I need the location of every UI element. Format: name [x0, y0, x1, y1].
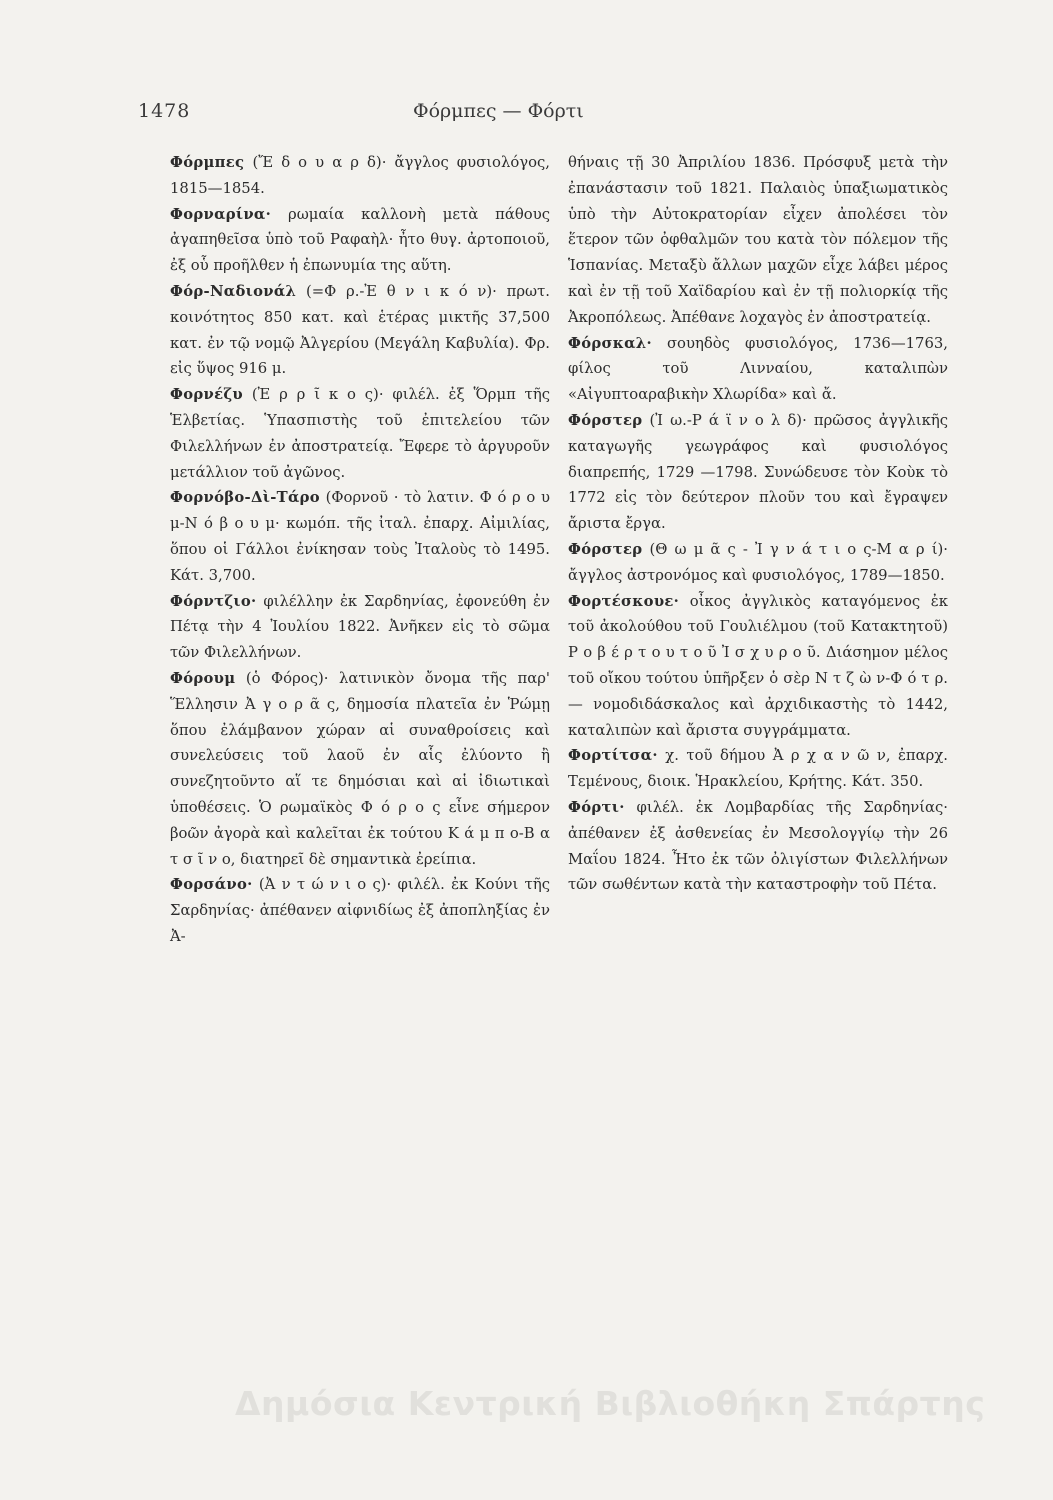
- entry-headword: Φόρτι·: [568, 798, 625, 816]
- dictionary-entry: [568, 743, 948, 795]
- entry-headword: Φόρστερ: [568, 411, 643, 429]
- dictionary-entry: [170, 589, 550, 666]
- dictionary-entry: [568, 589, 948, 744]
- entry-headword: Φόρστερ: [568, 540, 643, 558]
- entry-text: (Ἀ ν τ ώ ν ι ο ς)· φιλέλ. ἐκ Κούνι τῆς Σαρδηνίας· ἀπέθανεν αἰφνιδίως ἐξ ἀποπληξίας ἐν Ἀ-: [170, 876, 550, 945]
- entry-text: (ὁ Φόρος)· λατινικὸν ὄνομα τῆς παρ' Ἕλλησιν Ἀ γ ο ρ ᾶ ς, δημοσία πλατεῖα ἐν Ῥώμῃ ὅπου ἐλάμβανον χώραν αἱ συναθροίσεις καὶ συνελεύσεις τοῦ λαοῦ ἐν αἷς ἐλύοντο ἢ συνεζητοῦντο αἵ τε δημόσιαι καὶ αἱ ἰδιωτικαὶ ὑποθέσεις. Ὁ ρωμαϊκὸς Φ ό ρ ο ς εἶνε σήμερον βοῶν ἀγορὰ καὶ καλεῖται ἐκ τούτου Κ ά μ π ο-Β α τ σ ῖ ν ο, διατηρεῖ δὲ σημαντικὰ ἐρείπια.: [170, 669, 550, 868]
- dictionary-entry: [568, 537, 948, 589]
- dictionary-entry: [170, 202, 550, 279]
- dictionary-entry: [568, 795, 948, 898]
- entry-headword: Φόρσκαλ·: [568, 334, 652, 352]
- dictionary-entry: [170, 382, 550, 485]
- dictionary-entry: [568, 408, 948, 537]
- entry-headword: Φόρουμ: [170, 669, 236, 687]
- entry-text: (Ἰ ω.-Ρ ά ϊ ν ο λ δ)· πρῶσος ἀγγλικῆς καταγωγῆς γεωγράφος καὶ φυσιολόγος διαπρεπής, 1729 —1798. Συνώδευσε τὸν Κοὺκ τὸ 1772 εἰς τὸν δεύτερον πλοῦν του καὶ ἔγραψεν ἄριστα ἔργα.: [568, 411, 948, 533]
- entry-headword: Φορσάνο·: [170, 876, 253, 894]
- entry-text: φιλέλλην ἐκ Σαρδηνίας, ἐφονεύθη ἐν Πέτᾳ τὴν 4 Ἰουλίου 1822. Ἀνῆκεν εἰς τὸ σῶμα τῶν Φιλελλήνων.: [170, 592, 550, 662]
- entry-text: (=Φ ρ.-Ἐ θ ν ι κ ό ν)· πρωτ. κοινότητος 850 κατ. καὶ ἑτέρας μικτῆς 37,500 κατ. ἐν τῷ νομῷ Ἀλγερίου (Μεγάλη Καβυλία). Φρ. εἰς ὕψος 916 μ.: [170, 282, 550, 378]
- dictionary-entry: [568, 331, 948, 408]
- entry-headword: Φορτέσκουε·: [568, 592, 680, 610]
- dictionary-entry: [170, 150, 550, 202]
- entry-text: οἶκος ἀγγλικὸς καταγόμενος ἐκ τοῦ ἀκολούθου τοῦ Γουλιέλμου (τοῦ Κατακτητοῦ) Ρ ο β έ ρ τ ο υ τ ο ῦ Ἰ σ χ υ ρ ο ῦ. Διάσημον μέλος τοῦ οἴκου τούτου ὑπῆρξεν ὁ σὲρ Ν τ ζ ὼ ν-Φ ό τ ρ. — νομοδιδάσκαλος καὶ ἀρχιδικαστὴς τὸ 1442, καταλιπὼν καὶ ἄριστα συγγράμματα.: [568, 592, 948, 739]
- dictionary-entry: [170, 666, 550, 872]
- entry-headword: Φορτίτσα·: [568, 747, 658, 765]
- page-header: [138, 100, 658, 140]
- entry-text: (Ἔ δ ο υ α ρ δ)· ἄγγλος φυσιολόγος, 1815—1854.: [170, 154, 550, 197]
- dictionary-entry: [568, 150, 948, 331]
- left-column: [170, 150, 550, 950]
- entry-headword: Φορναρίνα·: [170, 205, 272, 223]
- entry-text: (Φορνοῦ · τὸ λατιν. Φ ό ρ ο υ μ-Ν ό β ο υ μ· κωμόπ. τῆς ἰταλ. ἐπαρχ. Αἰμιλίας, ὅπου οἱ Γάλλοι ἐνίκησαν τοὺς Ἰταλοὺς τὸ 1495. Κάτ. 3,700.: [170, 489, 550, 584]
- entry-text: (Ἐ ρ ρ ῖ κ ο ς)· φιλέλ. ἐξ Ὅρμπ τῆς Ἑλβετίας. Ὑπασπιστὴς τοῦ ἐπιτελείου τῶν Φιλελλήνων ἐν ἀποστρατείᾳ. Ἔφερε τὸ ἀργυροῦν μετάλλιον τοῦ ἀγῶνος.: [170, 386, 550, 481]
- dictionary-entry: [170, 279, 550, 382]
- entry-text: θήναις τῇ 30 Ἀπριλίου 1836. Πρόσφυξ μετὰ τὴν ἐπανάστασιν τοῦ 1821. Παλαιὸς ὑπαξιωματικὸς ὑπὸ τὴν Αὐτοκρατορίαν εἶχεν ἀπολέσει τὸν ἕτερον τῶν ὀφθαλμῶν του κατὰ τὸν πόλεμον τῆς Ἱσπανίας. Μεταξὺ ἄλλων μαχῶν εἶχε λάβει μέρος καὶ ἐν τῇ τοῦ Χαϊδαρίου καὶ ἐν τῇ πολιορκίᾳ τῆς Ἀκροπόλεως. Ἀπέθανε λοχαγὸς ἐν ἀποστρατείᾳ.: [568, 154, 948, 326]
- entry-headword: Φορνόβο-Δὶ-Τάρο: [170, 489, 320, 507]
- right-column: [568, 150, 948, 898]
- entry-headword: Φόρντζιο·: [170, 592, 257, 610]
- entry-text: φιλέλ. ἐκ Λομβαρδίας τῆς Σαρδηνίας· ἀπέθανεν ἐξ ἀσθενείας ἐν Μεσολογγίῳ τὴν 26 Μαΐου 1824. Ἦτο ἐκ τῶν ὀλιγίστων Φιλελλήνων τῶν σωθέντων κατὰ τὴν καταστροφὴν τοῦ Πέτα.: [568, 798, 948, 894]
- entry-text: χ. τοῦ δήμου Ἀ ρ χ α ν ῶ ν, ἐπαρχ. Τεμένους, διοικ. Ἡρακλείου, Κρήτης. Κάτ. 350.: [568, 747, 948, 791]
- entry-text: (Θ ω μ ᾶ ς - Ἰ γ ν ά τ ι ο ς-Μ α ρ ί)· ἄγγλος ἀστρονόμος καὶ φυσιολόγος, 1789—1850.: [568, 540, 948, 584]
- entry-headword: Φορνέζυ: [170, 386, 243, 404]
- entry-headword: Φόρ-Ναδιονάλ: [170, 282, 297, 300]
- entry-text: σουηδὸς φυσιολόγος, 1736—1763, φίλος τοῦ Λινναίου, καταλιπὼν «Αἰγυπτοαραβικὴν Χλωρίδα» καὶ ἄ.: [568, 334, 948, 404]
- entry-text: ρωμαία καλλονὴ μετὰ πάθους ἀγαπηθεῖσα ὑπὸ τοῦ Ραφαὴλ· ἦτο θυγ. ἀρτοποιοῦ, ἐξ οὗ προῆλθεν ἡ ἐπωνυμία της αὕτη.: [170, 205, 550, 275]
- library-watermark: Δημόσια Κεντρική Βιβλιοθήκη Σπάρτης: [235, 1384, 986, 1423]
- dictionary-entry: [170, 872, 550, 949]
- page-number: 1478: [138, 100, 191, 122]
- entry-headword: Φόρμπες: [170, 154, 245, 171]
- dictionary-entry: [170, 485, 550, 588]
- running-title: Φόρμπες — Φόρτι: [413, 100, 584, 122]
